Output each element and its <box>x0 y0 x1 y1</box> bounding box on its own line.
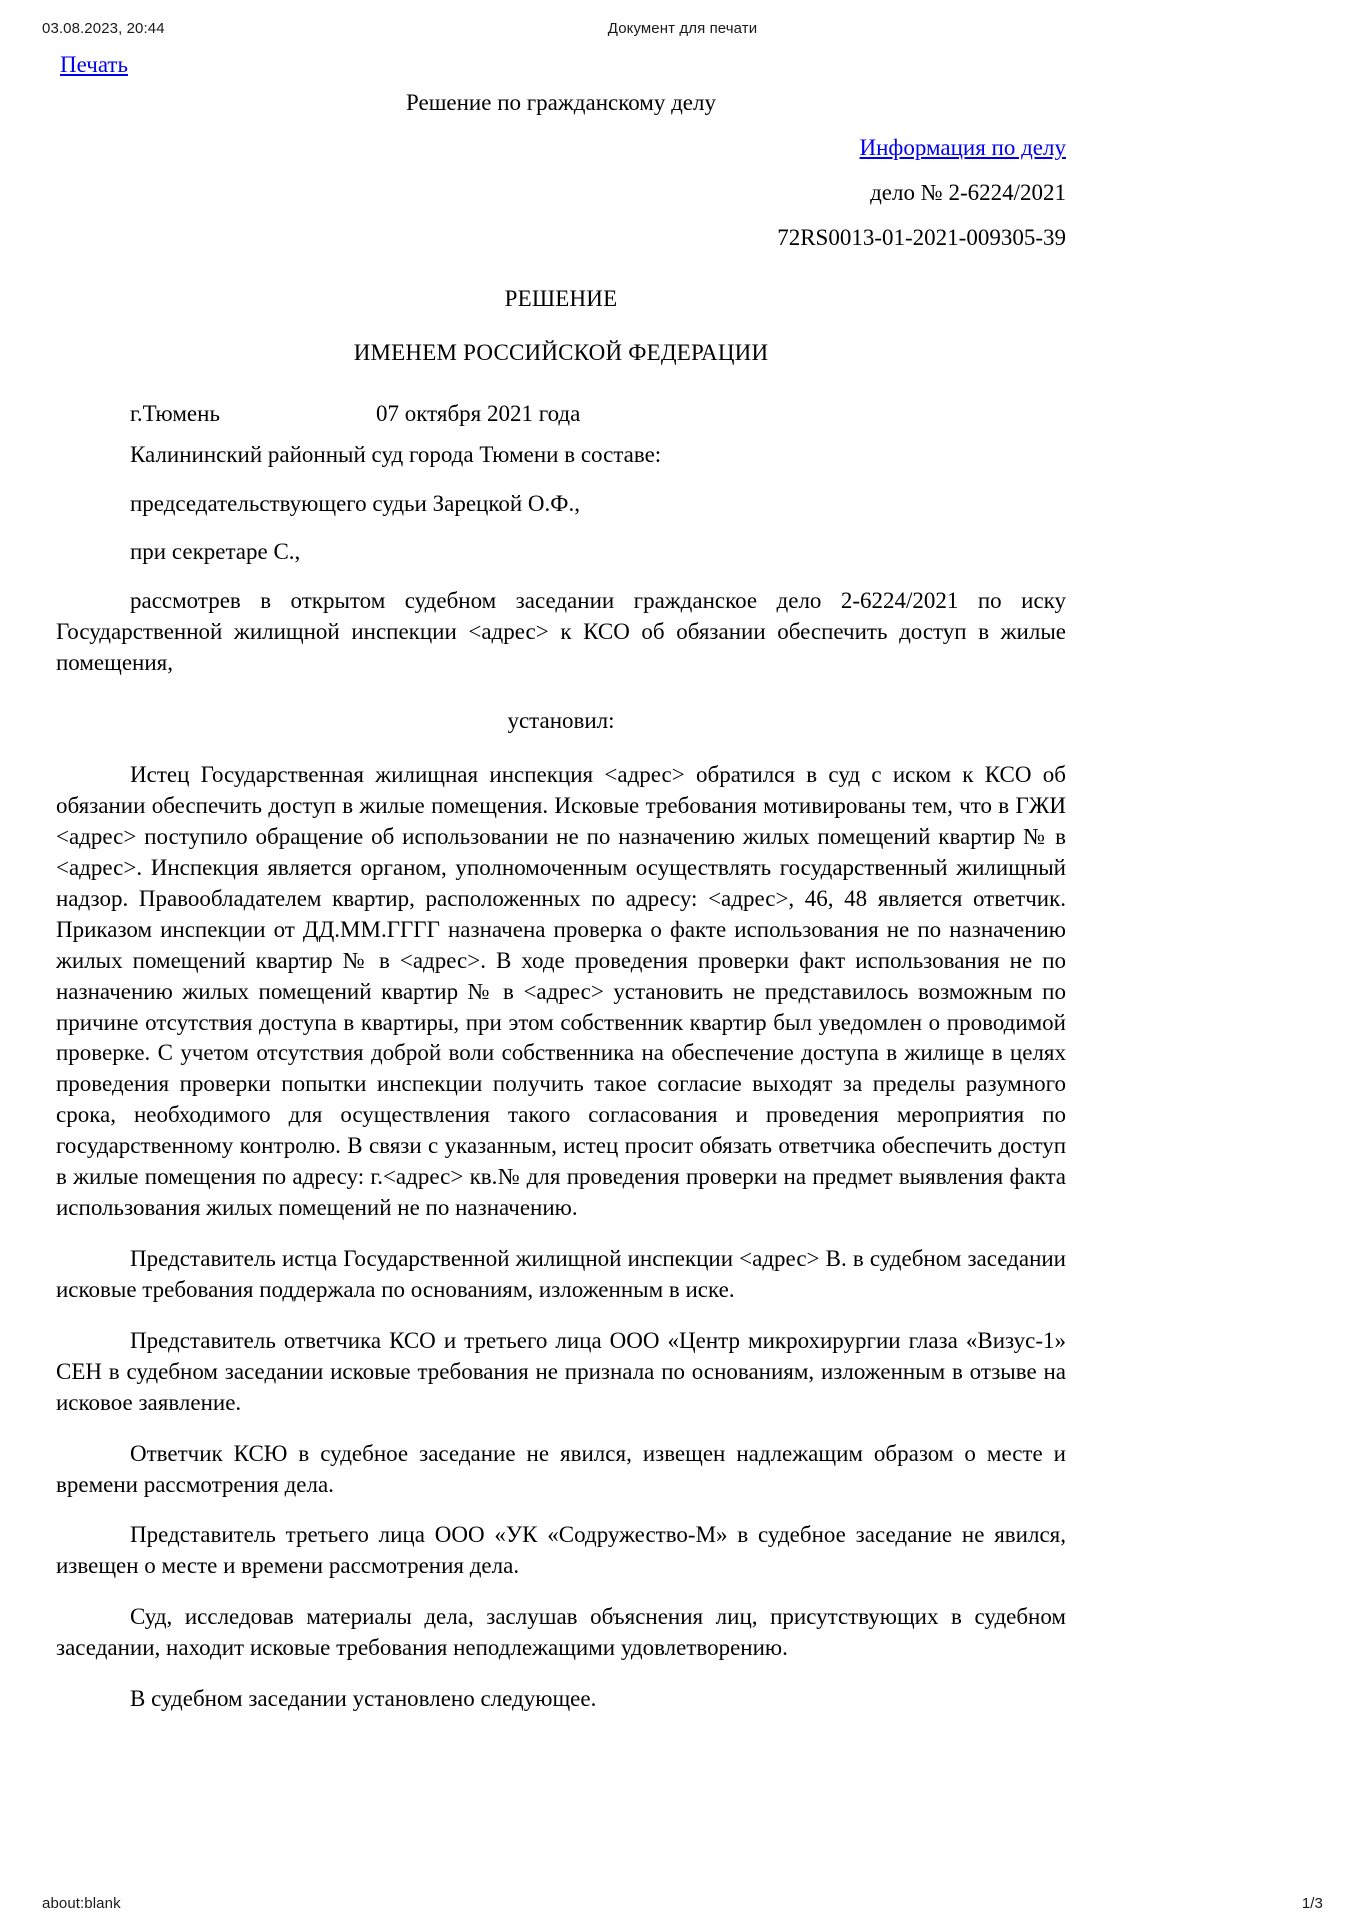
ustanovil-heading: установил: <box>507 708 615 734</box>
body-paragraph: Представитель ответчика КСО и третьего лица ООО «Центр микрохирургии глаза «Визус-1» СЕН в судебном заседании исковые требования не признала по основаниям, изложенным в отзыве на исковое заявление. <box>56 1327 1066 1415</box>
print-header-title: Документ для печати <box>607 20 758 37</box>
heading-reshenie: РЕШЕНИЕ <box>504 286 618 312</box>
print-footer-page-number: 1/3 <box>1301 1895 1323 1912</box>
case-info-link[interactable]: Информация по делу <box>859 135 1066 161</box>
print-header-datetime: 03.08.2023, 20:44 <box>42 20 165 37</box>
body-paragraph: В судебном заседании установлено следующее. <box>130 1686 597 1712</box>
judge-line: председательствующего судьи Зарецкой О.Ф., <box>130 490 580 516</box>
print-link-row <box>60 52 1066 77</box>
body-paragraph: Ответчик КСЮ в судебное заседание не явился, извещен надлежащим образом о месте и времени рассмотрения дела. <box>56 1440 1066 1497</box>
body-paragraph: Истец Государственная жилищная инспекция <адрес> обратился в суд с иском к КСО об обязании обеспечить доступ в жилые помещения. Исковые требования мотивированы тем, что в ГЖИ <адрес> поступило обращение об использовании не по назначению жилых помещений квартир № в <адрес>. Инспекция является органом, уполномоченным осуществлять государственный жилищный надзор. Правообладателем квартир, расположенных по адресу: <адрес>, 46, 48 является ответчик. Приказом инспекции от ДД.ММ.ГГГГ назначена проверка о факте использования не по назначению жилых помещений квартир № в <адрес>. В ходе проведения проверки факт использования не по назначению жилых помещений квартир № в <адрес> установить не представилось возможным по причине отсутствия доступа в квартиры, при этом собственник квартир был уведомлен о проводимой проверке. С учетом отсутствия доброй воли собственника на обеспечение доступа в жилище в целях проведения проверки попытки инспекции получить такое согласие выходят за пределы разумного срока, необходимого для осуществления такого согласования и проведения мероприятия по государственному контролю. В связи с указанным, истец просит обязать ответчика обеспечить доступ в жилые помещения по адресу: г.<адрес> кв.№ для проведения проверки на предмет выявления факта использования жилых помещений не по назначению. <box>56 762 1066 1221</box>
document-content <box>56 52 1066 1735</box>
page-title: Решение по гражданскому делу <box>406 90 716 116</box>
place-label: г.Тюмень <box>130 400 220 426</box>
case-number: дело № 2-6224/2021 <box>870 180 1066 206</box>
case-info-link-row <box>56 132 1066 163</box>
decision-date: 07 октября 2021 года <box>376 400 581 426</box>
court-composition-line: Калининский районный суд города Тюмени в составе: <box>130 441 662 467</box>
body-paragraph: Представитель третьего лица ООО «УК «Содружество-М» в судебное заседание не явился, извещен о месте и времени рассмотрения дела. <box>56 1522 1066 1579</box>
place-date-row <box>56 398 1066 426</box>
print-footer-url: about:blank <box>42 1895 121 1912</box>
heading-imenem-rf: ИМЕНЕМ РОССИЙСКОЙ ФЕДЕРАЦИИ <box>353 339 769 365</box>
body-paragraph: Представитель истца Государственной жилищной инспекции <адрес> В. в судебном заседании исковые требования поддержала по основаниям, изложенным в иске. <box>56 1245 1066 1302</box>
secretary-line: при секретаре С., <box>130 539 301 565</box>
case-uid: 72RS0013-01-2021-009305-39 <box>777 225 1066 251</box>
intro-paragraph: рассмотрев в открытом судебном заседании гражданское дело 2-6224/2021 по иску Государственной жилищной инспекции <адрес> к КСО об обязании обеспечить доступ в жилые помещения, <box>56 588 1066 676</box>
body-paragraph: Суд, исследовав материалы дела, заслушав объяснения лиц, присутствующих в судебном заседании, находит исковые требования неподлежащими удовлетворению. <box>56 1604 1066 1661</box>
print-link[interactable]: Печать <box>60 52 128 77</box>
